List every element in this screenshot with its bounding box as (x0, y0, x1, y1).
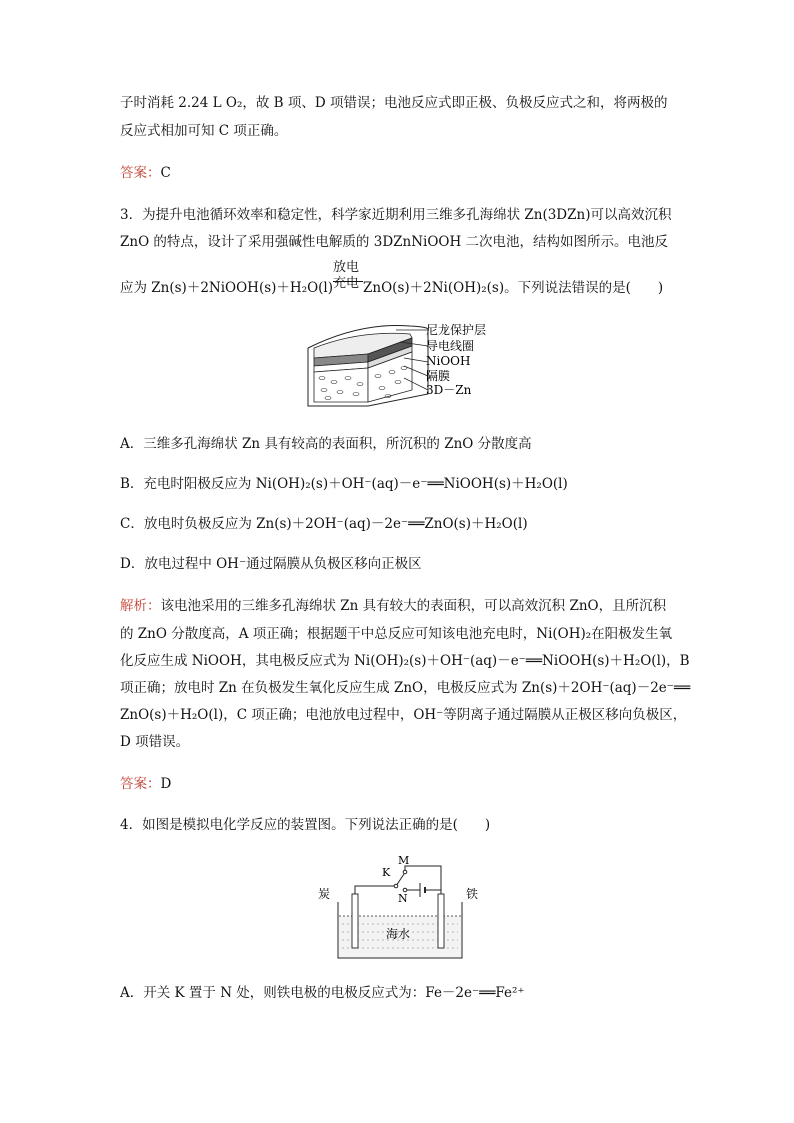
label-carbon: 炭 (318, 887, 331, 901)
label-3dzn: 3D－Zn (426, 383, 472, 397)
q3-option-c: C．放电时负极反应为 Zn(s)＋2OH⁻(aq)－2e⁻══ZnO(s)＋H₂O(l) (120, 516, 528, 532)
analysis-line-3: 化反应生成 NiOOH，其电极反应式为 Ni(OH)₂(s)＋OH⁻(aq)－e⁻══NiOOH(s)＋H₂O(l)，B (120, 653, 690, 669)
analysis-line-5: ZnO(s)＋H₂O(l)，C 项正确；电池放电过程中，OH⁻等阴离子通过隔膜从正极区移向负极区， (120, 707, 687, 723)
answer-value: D (160, 776, 172, 792)
continuation-line-2: 反应式相加可知 C 项正确。 (120, 123, 288, 139)
reaction-left: 应为 Zn(s)＋2NiOOH(s)＋H₂O(l) (120, 280, 334, 296)
analysis-label: 解析： (120, 598, 161, 614)
answer-label: 答案： (120, 776, 161, 792)
q3-option-b: B．充电时阳极反应为 Ni(OH)₂(s)＋OH⁻(aq)－e⁻══NiOOH(s)＋H₂O(l) (120, 476, 568, 492)
reversible-arrow (333, 260, 363, 292)
label-m: M (398, 854, 410, 867)
label-niooh: NiOOH (426, 354, 471, 368)
arrow-top-label: 放电 (333, 260, 360, 275)
label-n: N (398, 892, 408, 905)
answer-label: 答案： (120, 165, 161, 181)
label-seawater: 海水 (386, 927, 411, 941)
analysis-line-6: D 项错误。 (120, 734, 190, 750)
answer-value: C (160, 165, 171, 181)
analysis-line-4: 项正确；放电时 Zn 在负极发生氧化反应生成 ZnO，电极反应式为 Zn(s)＋2OH⁻(aq)－2e⁻══ (120, 680, 691, 696)
q4-line-1: 4．如图是模拟电化学反应的装置图。下列说法正确的是( ) (120, 817, 491, 833)
reaction-right: ZnO(s)＋2Ni(OH)₂(s)。下列说法错误的是( ) (363, 280, 664, 296)
analysis-line-2: 的 ZnO 分散度高，A 项正确；根据题干中总反应可知该电池充电时，Ni(OH)₂在阳极发生氧 (120, 626, 673, 642)
battery-structure-diagram (300, 318, 520, 410)
q3-option-a: A．三维多孔海绵状 Zn 具有较高的表面积，所沉积的 ZnO 分散度高 (120, 436, 532, 452)
label-iron: 铁 (466, 887, 479, 901)
answer-2 (120, 774, 171, 794)
electrochemical-apparatus-diagram (310, 852, 490, 964)
q3-line-1: 3．为提升电池循环效率和稳定性，科学家近期利用三维多孔海绵状 Zn(3DZn)可以高效沉积 (120, 207, 672, 223)
answer-1 (120, 163, 171, 183)
label-k: K (382, 866, 391, 879)
label-membrane: 隔膜 (426, 369, 451, 383)
label-nylon: 尼龙保护层 (426, 323, 487, 337)
label-coil: 导电线圈 (426, 339, 475, 353)
q3-line-3 (120, 260, 664, 298)
analysis-line-1: 解析：该电池采用的三维多孔海绵状 Zn 具有较大的表面积，可以高效沉积 ZnO，且所沉积 (120, 598, 667, 614)
q3-line-2: ZnO 的特点，设计了采用强碱性电解质的 3DZnNiOOH 二次电池，结构如图所示。电池反 (120, 234, 669, 250)
continuation-line-1: 子时消耗 2.24 L O₂，故 B 项、D 项错误；电池反应式即正极、负极反应式之和，将两极的 (120, 95, 668, 111)
q4-option-a: A．开关 K 置于 N 处，则铁电极的电极反应式为：Fe－2e⁻══Fe²⁺ (120, 985, 525, 1001)
arrow-bottom-label: 充电 (333, 276, 360, 291)
q3-option-d: D．放电过程中 OH⁻通过隔膜从负极区移向正极区 (120, 556, 422, 572)
